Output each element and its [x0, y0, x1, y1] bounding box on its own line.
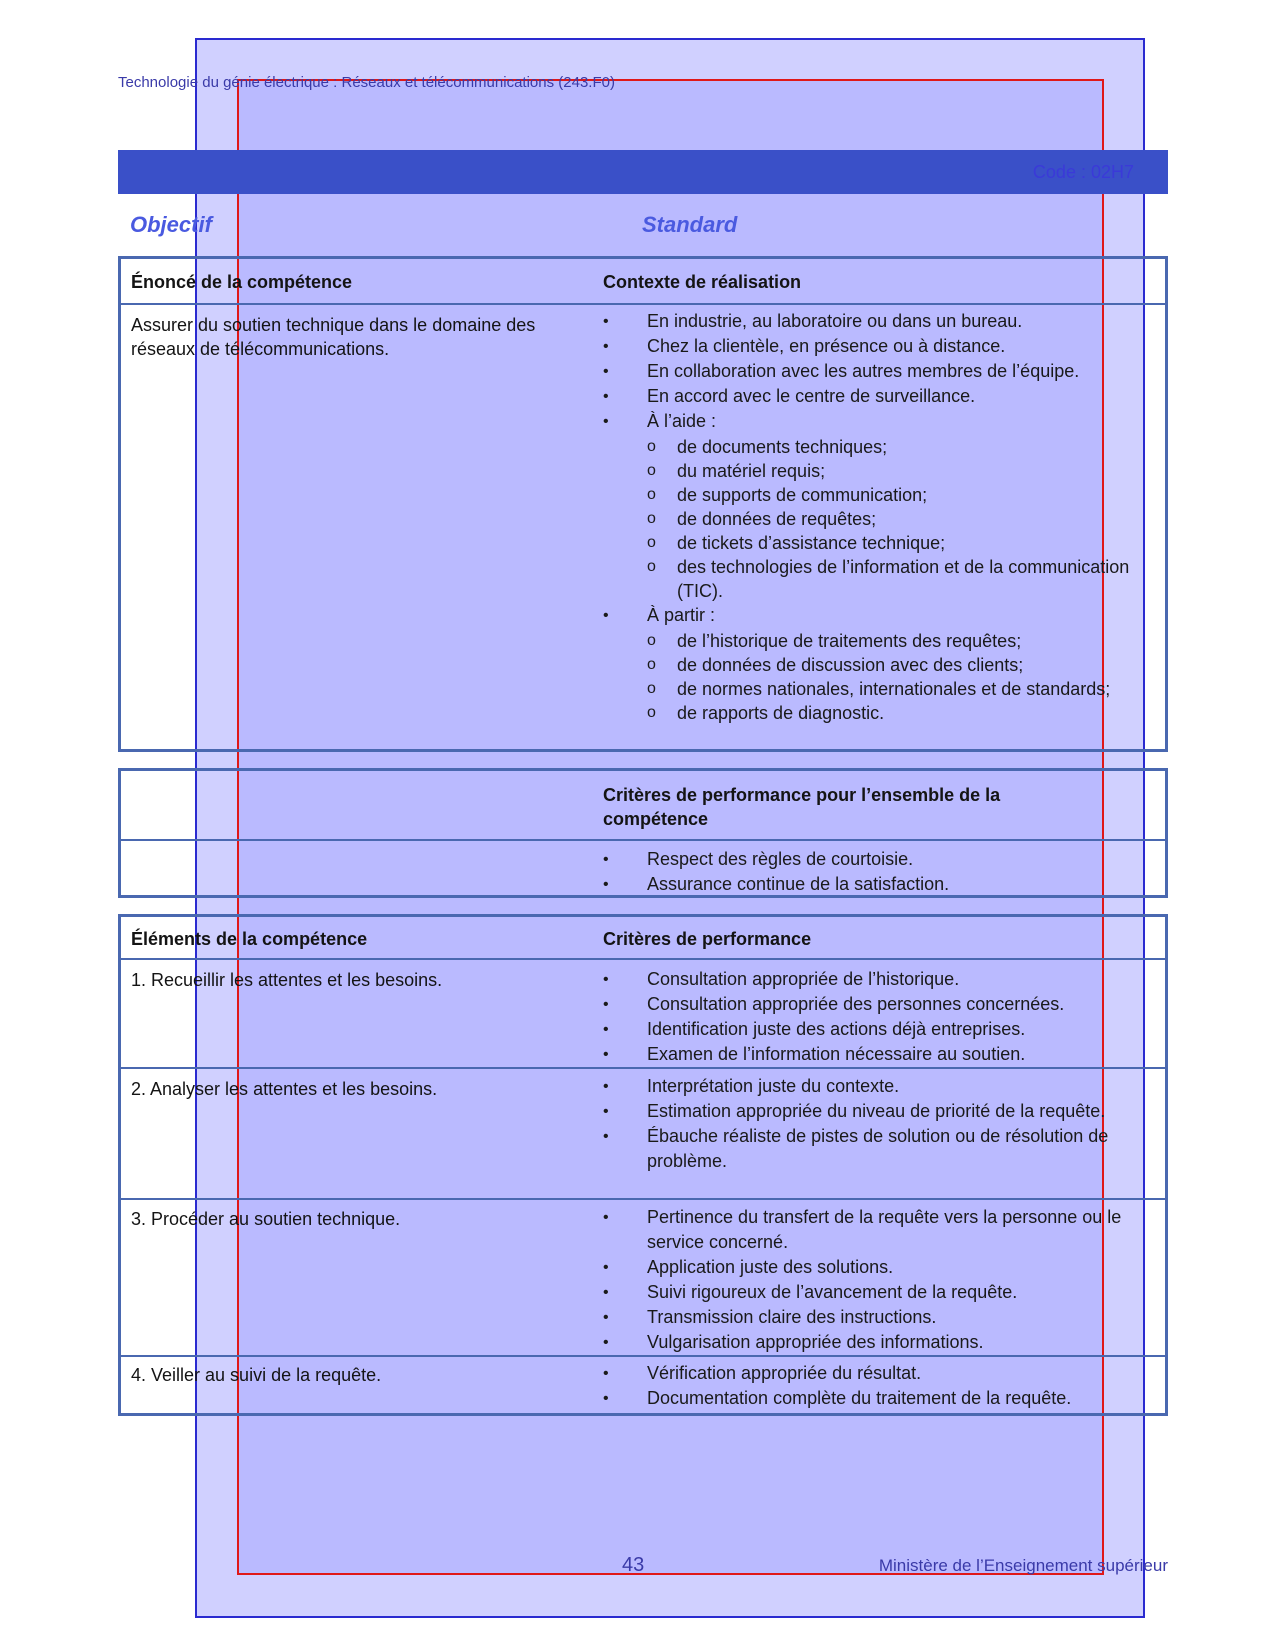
list-item: • Vérification appropriée du résultat.: [603, 1361, 1163, 1386]
contexte-list: [603, 309, 1163, 725]
elements-table: [118, 914, 1168, 1416]
list-item: • Vulgarisation appropriée des informations.: [603, 1330, 1163, 1355]
code-bar: [118, 150, 1168, 194]
element-label: 1. Recueillir les attentes et les besoins.: [131, 970, 443, 990]
list-item: • Suivi rigoureux de l’avancement de la requête.: [603, 1280, 1163, 1305]
row-divider: [121, 1067, 1165, 1069]
list-item: • Chez la clientèle, en présence ou à distance.: [603, 334, 1163, 359]
list-item: [603, 603, 1163, 725]
list-item: • Ébauche réaliste de pistes de solution ou de résolution de problème.: [603, 1124, 1163, 1174]
element-label: 4. Veiller au suivi de la requête.: [131, 1365, 382, 1385]
elements-title: Éléments de la compétence: [131, 929, 368, 949]
list-item: • Assurance continue de la satisfaction.: [603, 872, 1163, 897]
criteria-list: [603, 1361, 1163, 1411]
sublist-item: o de rapports de diagnostic.: [647, 701, 1163, 725]
page-number: 43: [622, 1554, 645, 1576]
sublist-item: o de l’historique de traitements des requêtes;: [647, 629, 1163, 653]
ensemble-list: [603, 847, 1163, 897]
element-label: 3. Procéder au soutien technique.: [131, 1209, 401, 1229]
list-item: • Consultation appropriée des personnes concernées.: [603, 992, 1163, 1017]
competence-table: [118, 256, 1168, 752]
program-header: Technologie du génie électrique : Réseaux et télécommunications (243.F0): [118, 74, 615, 91]
enonce-text: Assurer du soutien technique dans le domaine des réseaux de télécommunications.: [131, 315, 536, 359]
element-label: 2. Analyser les attentes et les besoins.: [131, 1079, 438, 1099]
row-divider: [121, 1355, 1165, 1357]
criteria-list: [603, 967, 1163, 1067]
ensemble-table: [118, 768, 1168, 898]
objectif-heading: Objectif: [130, 212, 212, 237]
contexte-title: Contexte de réalisation: [603, 272, 802, 292]
row-divider: [121, 958, 1165, 960]
list-item: • Estimation appropriée du niveau de priorité de la requête.: [603, 1099, 1163, 1124]
list-item: • Application juste des solutions.: [603, 1255, 1163, 1280]
partir-sublist: [647, 629, 1163, 725]
list-item: [603, 409, 1163, 603]
partir-label: À partir :: [647, 605, 716, 625]
competency-code: Code : 02H7: [1032, 162, 1134, 182]
list-item: • Identification juste des actions déjà entreprises.: [603, 1017, 1163, 1042]
list-item: • Transmission claire des instructions.: [603, 1305, 1163, 1330]
sublist-item: o de tickets d’assistance technique;: [647, 531, 1163, 555]
list-item: • Interprétation juste du contexte.: [603, 1074, 1163, 1099]
list-item: • Consultation appropriée de l’historique.: [603, 967, 1163, 992]
enonce-title: Énoncé de la compétence: [131, 272, 353, 292]
sublist-item: o du matériel requis;: [647, 459, 1163, 483]
list-item: • Documentation complète du traitement de la requête.: [603, 1386, 1163, 1411]
row-divider: [121, 303, 1165, 305]
row-divider: [121, 1198, 1165, 1200]
list-item: • En industrie, au laboratoire ou dans un bureau.: [603, 309, 1163, 334]
criteria-list: [603, 1074, 1163, 1174]
list-item: • Respect des règles de courtoisie.: [603, 847, 1163, 872]
sublist-item: o de normes nationales, internationales et de standards;: [647, 677, 1163, 701]
list-item: • Pertinence du transfert de la requête vers la personne ou le service concerné.: [603, 1205, 1163, 1255]
criteria-list: [603, 1205, 1163, 1355]
criteres-title: Critères de performance: [603, 929, 812, 949]
sublist-item: o de documents techniques;: [647, 435, 1163, 459]
list-item: • Examen de l’information nécessaire au soutien.: [603, 1042, 1163, 1067]
ensemble-title: Critères de performance pour l’ensemble de la compétence: [603, 785, 1001, 829]
row-divider: [121, 839, 1165, 841]
standard-heading: Standard: [642, 212, 738, 237]
list-item: • En collaboration avec les autres membres de l’équipe.: [603, 359, 1163, 384]
sublist-item: o de données de requêtes;: [647, 507, 1163, 531]
sublist-item: o de supports de communication;: [647, 483, 1163, 507]
aide-label: À l’aide :: [647, 411, 717, 431]
ministry-footer: Ministère de l’Enseignement supérieur: [878, 1556, 1168, 1575]
sublist-item: o de données de discussion avec des clients;: [647, 653, 1163, 677]
list-item: • En accord avec le centre de surveillance.: [603, 384, 1163, 409]
aide-sublist: [647, 435, 1163, 603]
sublist-item: o des technologies de l’information et de la communication (TIC).: [647, 555, 1163, 603]
